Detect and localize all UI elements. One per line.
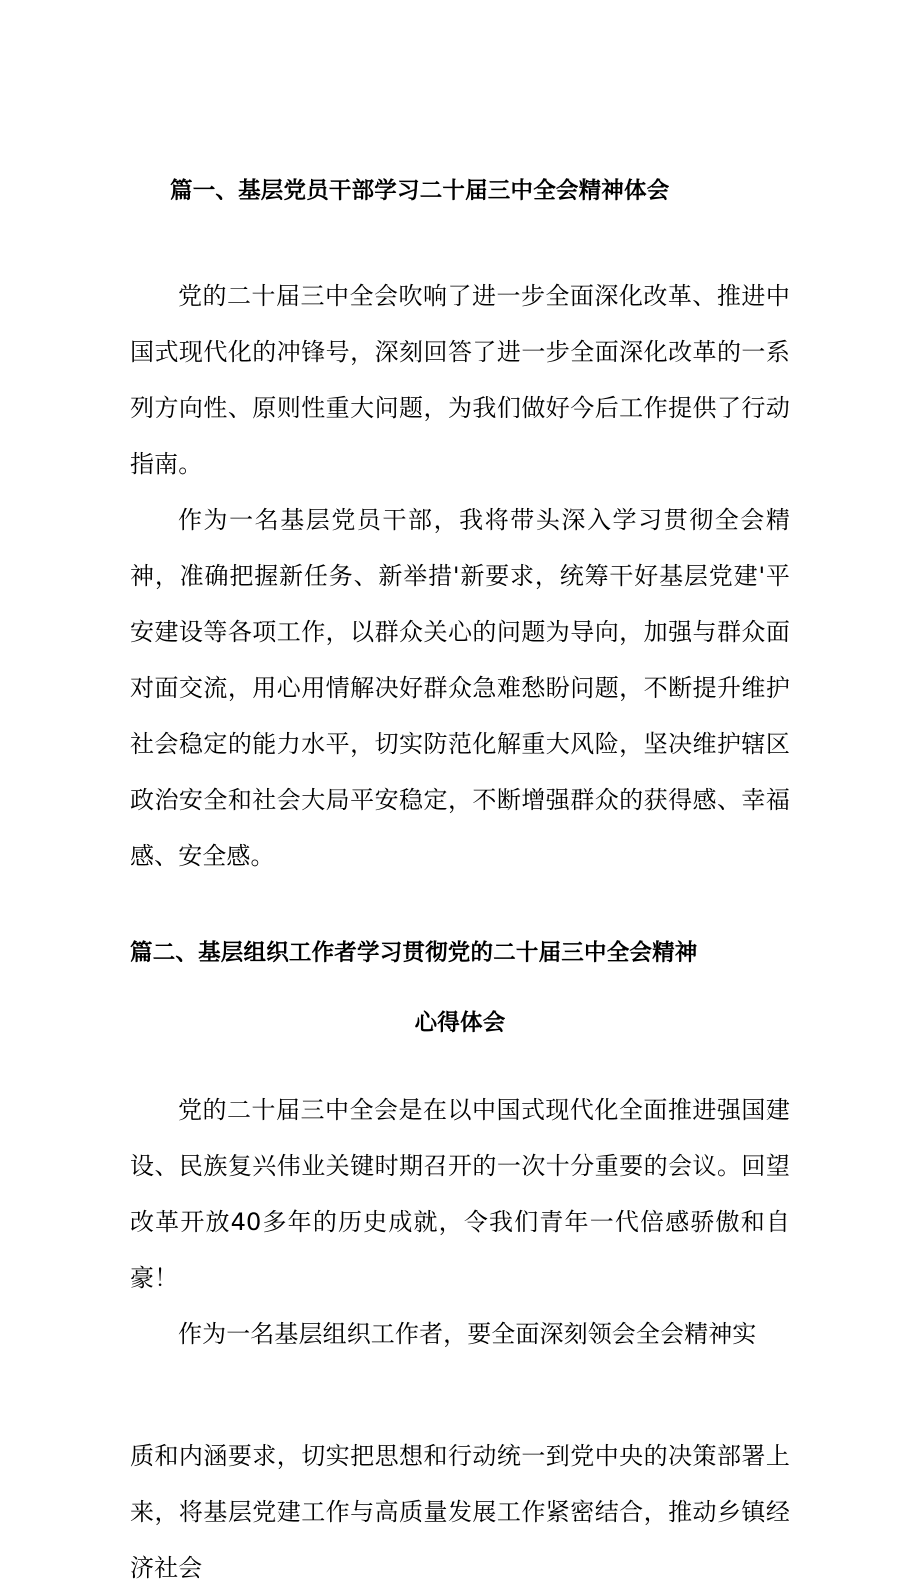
section-2-paragraph-3-continued: 质和内涵要求，切实把思想和行动统一到党中央的决策部署上来，将基层党建工作与高质量发展工作紧密结合，推动乡镇经济社会 (130, 1442, 790, 1582)
section-2-heading-line-1: 篇二、基层组织工作者学习贯彻党的二十届三中全会精神 (130, 940, 698, 966)
section-2-heading-line-2: 心得体会 (414, 1010, 506, 1036)
section-1-paragraph-2: 作为一名基层党员干部，我将带头深入学习贯彻全会精神，准确把握新任务、新举措'新要求，统筹干好基层党建'平安建设等各项工作，以群众关心的问题为导向，加强与群众面对面交流，用心用情解决好群众急难愁盼问题，不断提升维护社会稳定的能力水平，切实防范化解重大风险，坚决维护辖区政治安全和社会大局平安稳定，不断增强群众的获得感、幸福感、安全感。 (130, 506, 790, 870)
spacer-after-heading-2 (130, 1038, 790, 1082)
section-1-paragraph-1: 党的二十届三中全会吹响了进一步全面深化改革、推进中国式现代化的冲锋号，深刻回答了进一步全面深化改革的一系列方向性、原则性重大问题，为我们做好今后工作提供了行动指南。 (130, 282, 790, 478)
spacer-before-heading-2 (130, 884, 790, 938)
spacer-page-break (130, 1362, 790, 1428)
spacer-after-heading-1 (130, 206, 790, 268)
section-1-heading: 篇一、基层党员干部学习二十届三中全会精神体会 (170, 178, 670, 204)
section-2-paragraph-1: 党的二十届三中全会是在以中国式现代化全面推进强国建设、民族复兴伟业关键时期召开的一次十分重要的会议。回望改革开放40多年的历史成就，令我们青年一代倍感骄傲和自豪！ (130, 1096, 790, 1292)
section-2-paragraph-2: 作为一名基层组织工作者，要全面深刻领会全会精神实 (178, 1320, 757, 1348)
document-content (130, 176, 790, 1596)
